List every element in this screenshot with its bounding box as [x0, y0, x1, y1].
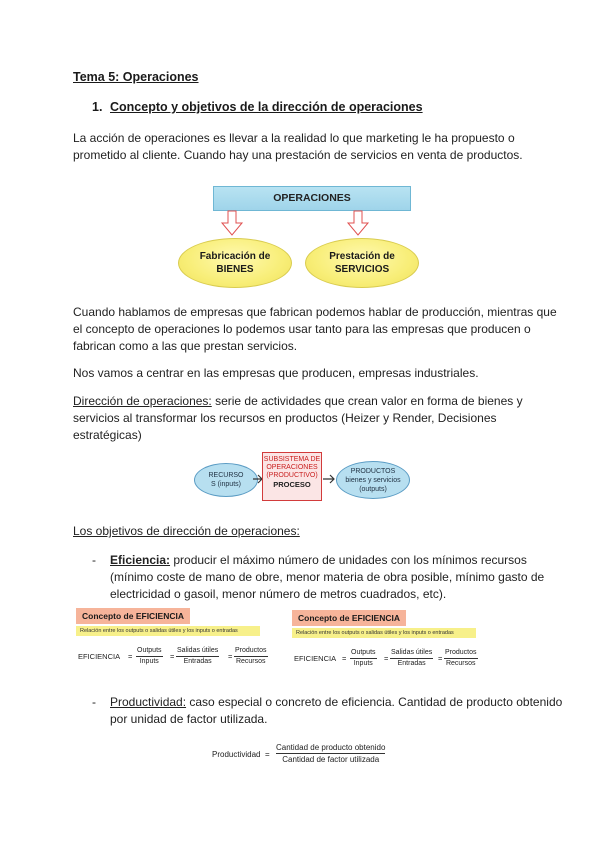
fraction-productos-recursos: [444, 648, 478, 669]
fraction-denominator: Recursos: [235, 658, 266, 665]
equals-sign: =: [128, 652, 133, 661]
eficiencia-box-subtitle: Relación entre los outputs o salidas útiles y los inputs o entradas: [76, 626, 260, 636]
paragraph-line: Cuando hablamos de empresas que fabrican podemos hablar de producción, mientras que: [73, 305, 557, 319]
fraction-salidas-entradas: [390, 648, 433, 669]
productividad-text: caso especial o concreto de eficiencia. Cantidad de producto obtenido: [186, 695, 563, 709]
fraction-outputs-inputs: [136, 646, 163, 667]
paragraph-line: por unidad de factor utilizada.: [110, 712, 268, 726]
fraction-numerator: Salidas útiles: [390, 648, 433, 659]
eficiencia-term: Eficiencia:: [110, 553, 171, 567]
fraction-denominator: Entradas: [183, 658, 212, 665]
paragraph-line: (mínimo coste de mano de obre, menor materia de obra posible, mínimo gasto de: [110, 570, 545, 584]
paragraph-centrar: Nos vamos a centrar en las empresas que producen, empresas industriales.: [73, 366, 479, 380]
operaciones-box: OPERACIONES: [213, 186, 411, 211]
operaciones-arrows: [220, 209, 420, 239]
objectives-heading: Los objetivos de dirección de operaciones:: [73, 524, 300, 538]
pill-line: bienes y servicios: [345, 476, 401, 484]
productividad-label: Productividad: [212, 750, 261, 759]
definition-text: serie de actividades que crean valor en forma de bienes y: [211, 394, 523, 408]
fraction-outputs-inputs: [350, 648, 377, 669]
subsistema-operaciones-box: [262, 452, 322, 501]
eficiencia-box-subtitle: Relación entre los outputs o salidas útiles y los inputs o entradas: [292, 628, 476, 638]
productividad-formula: [212, 742, 392, 768]
proceso-label: PROCESO: [273, 480, 311, 489]
equals-sign: =: [384, 654, 389, 663]
paragraph-intro: [73, 130, 523, 164]
eficiencia-box-title: Concepto de EFICIENCIA: [76, 608, 190, 624]
fraction-salidas-entradas: [176, 646, 219, 667]
fabricacion-bienes-ellipse: [178, 238, 292, 288]
box-line: (PRODUCTIVO): [266, 472, 318, 479]
fraction-denominator: Inputs: [139, 658, 159, 665]
fraction-denominator: Recursos: [445, 660, 476, 667]
ellipse-line: Prestación de: [329, 251, 395, 262]
fraction-numerator: Productos: [444, 648, 478, 659]
fraction-productos-recursos: [234, 646, 268, 667]
pill-line: RECURSO: [208, 472, 244, 479]
paragraph-produccion: [73, 304, 557, 355]
fraction-numerator: Productos: [234, 646, 268, 657]
section-title: Concepto y objetivos de la dirección de operaciones: [110, 100, 423, 114]
fraction-numerator: Outputs: [350, 648, 377, 659]
down-arrow-left-icon: [222, 211, 242, 235]
pill-line: S (inputs): [211, 481, 241, 488]
productividad-term: Productividad:: [110, 695, 187, 709]
pill-line: (outputs): [359, 485, 387, 493]
paragraph-line: servicios al transformar los recursos en productos (Heizer y Render, Decisiones: [73, 411, 497, 425]
pill-line: PRODUCTOS: [350, 467, 396, 475]
fraction-numerator: Cantidad de producto obtenido: [276, 743, 386, 752]
eficiencia-concept-box-1: [76, 608, 276, 670]
section-number: 1.: [92, 100, 103, 114]
eficiencia-label: EFICIENCIA: [78, 652, 121, 661]
eficiencia-label: EFICIENCIA: [294, 654, 337, 663]
recursos-inputs-ellipse: [194, 463, 258, 497]
eficiencia-concept-box-2: [292, 610, 492, 672]
productividad-item: [110, 694, 562, 728]
paragraph-line: fabrican como a las que prestan servicios.: [73, 339, 298, 353]
paragraph-line: el concepto de operaciones lo podemos usar tanto para las empresas que producen o: [73, 322, 531, 336]
down-arrow-right-icon: [348, 211, 368, 235]
equals-sign: =: [342, 654, 347, 663]
ellipse-line: SERVICIOS: [334, 264, 390, 275]
fraction-numerator: Outputs: [136, 646, 163, 657]
ellipse-line: BIENES: [216, 264, 254, 275]
productos-outputs-ellipse: [336, 461, 410, 499]
prestacion-servicios-ellipse: [305, 238, 419, 288]
paragraph-line: electricidad o gasoil, menor número de metros cuadrados, etc).: [110, 587, 447, 601]
paragraph-line: estratégicas): [73, 428, 142, 442]
document-title: Tema 5: Operaciones: [73, 70, 199, 84]
equals-sign: =: [438, 654, 443, 663]
definition-term: Dirección de operaciones:: [73, 394, 212, 408]
paragraph-line: prometido al cliente. Cuando hay una prestación de servicios en venta de productos.: [73, 148, 523, 162]
eficiencia-text: producir el máximo número de unidades con los mínimos recursos: [170, 553, 527, 567]
box-line: SUBSISTEMA DE: [263, 456, 321, 463]
eficiencia-box-title: Concepto de EFICIENCIA: [292, 610, 406, 626]
fraction-denominator: Cantidad de factor utilizada: [282, 755, 380, 764]
bullet-dash: -: [92, 553, 96, 567]
fraction-numerator: Salidas útiles: [176, 646, 219, 657]
bullet-dash: -: [92, 695, 96, 709]
equals-sign: =: [170, 652, 175, 661]
eficiencia-item: [110, 552, 544, 603]
definition-paragraph: [73, 393, 523, 444]
equals-sign: =: [228, 652, 233, 661]
paragraph-line: La acción de operaciones es llevar a la realidad lo que marketing le ha propuesto o: [73, 131, 515, 145]
box-line: OPERACIONES: [266, 464, 318, 471]
ellipse-line: Fabricación de: [199, 251, 271, 262]
section-heading: [92, 100, 423, 114]
equals-sign: =: [265, 750, 270, 759]
productividad-fraction: [276, 742, 385, 765]
fraction-denominator: Inputs: [353, 660, 373, 667]
fraction-denominator: Entradas: [397, 660, 426, 667]
arrow-right-icon: [323, 474, 337, 484]
